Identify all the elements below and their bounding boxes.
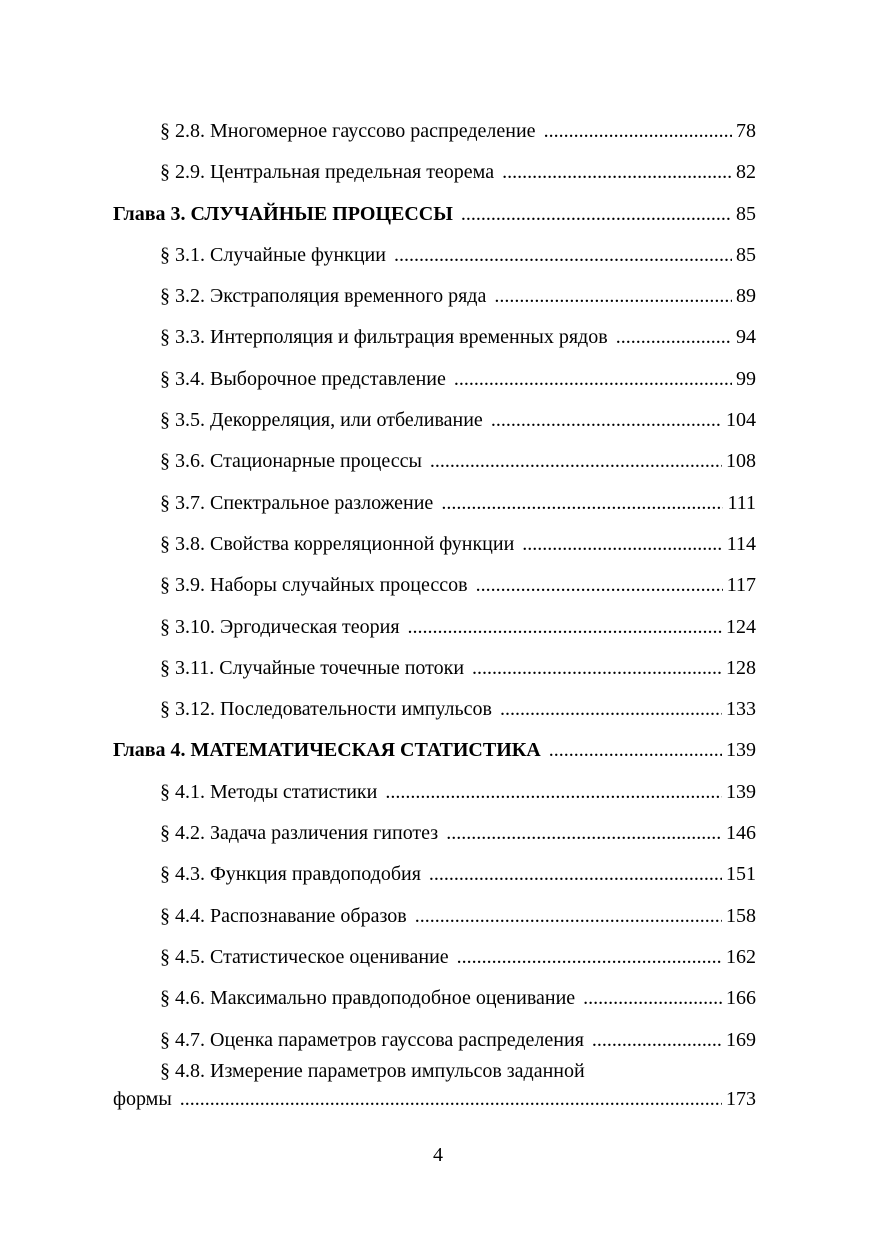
toc-entry-title: § 4.7. Оценка параметров гауссова распределения (160, 1028, 584, 1051)
toc-entry-title: § 3.6. Стационарные процессы (160, 450, 422, 473)
toc-entry-page: 151 (726, 863, 756, 886)
toc-entry-4-8[interactable] (0, 1060, 876, 1118)
toc-entry-page: 108 (726, 450, 756, 473)
toc-entry-page: 82 (736, 161, 756, 184)
toc-entry-page: 114 (726, 532, 756, 555)
dot-leader (616, 326, 732, 349)
toc-entry-3-10[interactable] (0, 606, 876, 647)
toc-entry-title: § 3.12. Последовательности импульсов (160, 698, 492, 721)
toc-entry-title: § 4.2. Задача различения гипотез (160, 822, 439, 845)
table-of-contents (0, 110, 876, 1118)
toc-entry-page: 78 (736, 120, 756, 142)
toc-entry-title: § 3.8. Свойства корреляционной функции (160, 532, 515, 555)
toc-entry-3-11[interactable] (0, 647, 876, 688)
toc-chapter-4[interactable] (0, 729, 876, 770)
toc-entry-3-12[interactable] (0, 688, 876, 729)
toc-entry-page: 146 (726, 822, 756, 845)
dot-leader (446, 822, 722, 845)
toc-entry-3-9[interactable] (0, 564, 876, 605)
toc-entry-page: 162 (726, 945, 756, 968)
toc-entry-title: § 4.5. Статистическое оценивание (160, 945, 449, 968)
toc-entry-3-2[interactable] (0, 275, 876, 316)
toc-entry-4-3[interactable] (0, 853, 876, 894)
toc-entry-page: 139 (726, 739, 756, 762)
toc-entry-2-9[interactable] (0, 151, 876, 192)
page-number: 4 (433, 1144, 443, 1166)
toc-entry-title: § 2.8. Многомерное гауссово распределение (160, 120, 536, 142)
toc-entry-3-6[interactable] (0, 440, 876, 481)
toc-entry-3-3[interactable] (0, 316, 876, 357)
toc-entry-title: § 3.11. Случайные точечные потоки (160, 656, 465, 679)
toc-entry-3-1[interactable] (0, 234, 876, 275)
dot-leader (180, 1088, 722, 1111)
toc-entry-4-7[interactable] (0, 1019, 876, 1060)
toc-chapter-3[interactable] (0, 193, 876, 234)
toc-entry-title: § 4.1. Методы статистики (160, 780, 378, 803)
dot-leader (549, 739, 722, 762)
toc-entry-3-4[interactable] (0, 358, 876, 399)
dot-leader (394, 244, 732, 267)
toc-entry-3-7[interactable] (0, 482, 876, 523)
toc-entry-page: 111 (727, 491, 756, 514)
dot-leader (491, 409, 722, 432)
toc-entry-title: § 3.9. Наборы случайных процессов (160, 574, 468, 597)
dot-leader (430, 450, 722, 473)
dot-leader (583, 987, 722, 1010)
toc-entry-title-line2: формы (113, 1087, 172, 1110)
toc-entry-page: 158 (726, 904, 756, 927)
toc-entry-title: § 3.3. Интерполяция и фильтрация временных рядов (160, 326, 608, 349)
dot-leader (494, 285, 732, 308)
dot-leader (592, 1029, 722, 1052)
toc-entry-page: 117 (726, 574, 756, 597)
toc-entry-title: § 3.4. Выборочное представление (160, 367, 446, 390)
toc-entry-title: § 4.6. Максимально правдоподобное оценивание (160, 987, 576, 1010)
toc-entry-page: 124 (726, 615, 756, 638)
toc-entry-page: 85 (736, 243, 756, 266)
toc-entry-4-1[interactable] (0, 771, 876, 812)
dot-leader (461, 203, 732, 226)
toc-entry-4-4[interactable] (0, 895, 876, 936)
toc-chapter-title: Глава 4. МАТЕМАТИЧЕСКАЯ СТАТИСТИКА (113, 739, 541, 762)
toc-entry-page: 104 (726, 409, 756, 432)
toc-entry-page: 139 (726, 780, 756, 803)
dot-leader (454, 368, 732, 391)
toc-entry-4-6[interactable] (0, 977, 876, 1018)
toc-entry-title-line1: § 4.8. Измерение параметров импульсов заданной (160, 1059, 585, 1082)
dot-leader (476, 574, 723, 597)
toc-entry-2-8[interactable] (0, 110, 876, 151)
toc-entry-title: § 3.2. Экстраполяция временного ряда (160, 285, 487, 308)
toc-entry-title: § 4.4. Распознавание образов (160, 904, 407, 927)
dot-leader (429, 863, 722, 886)
toc-entry-page: 128 (726, 656, 756, 679)
toc-entry-title: § 2.9. Центральная предельная теорема (160, 161, 495, 184)
toc-entry-title: § 3.1. Случайные функции (160, 243, 386, 266)
dot-leader (502, 161, 732, 184)
toc-entry-4-5[interactable] (0, 936, 876, 977)
toc-entry-3-8[interactable] (0, 523, 876, 564)
toc-entry-title: § 3.7. Спектральное разложение (160, 491, 434, 514)
toc-entry-page: 166 (726, 987, 756, 1010)
toc-entry-title: § 3.10. Эргодическая теория (160, 615, 400, 638)
dot-leader (472, 657, 722, 680)
dot-leader (385, 781, 722, 804)
toc-entry-4-2[interactable] (0, 812, 876, 853)
toc-entry-3-5[interactable] (0, 399, 876, 440)
dot-leader (522, 533, 722, 556)
dot-leader (415, 905, 722, 928)
toc-entry-title: § 4.3. Функция правдоподобия (160, 863, 421, 886)
toc-entry-title: § 3.5. Декорреляция, или отбеливание (160, 409, 483, 432)
toc-entry-page: 85 (736, 202, 756, 225)
dot-leader (457, 946, 722, 969)
toc-entry-page: 89 (736, 285, 756, 308)
dot-leader (441, 492, 723, 515)
toc-entry-page: 173 (726, 1087, 756, 1110)
dot-leader (544, 120, 732, 143)
toc-entry-page: 133 (726, 698, 756, 721)
toc-entry-page: 169 (726, 1028, 756, 1051)
toc-entry-page: 99 (736, 367, 756, 390)
toc-chapter-title: Глава 3. СЛУЧАЙНЫЕ ПРОЦЕССЫ (113, 202, 453, 225)
dot-leader (408, 616, 722, 639)
dot-leader (500, 698, 722, 721)
toc-entry-page: 94 (736, 326, 756, 349)
